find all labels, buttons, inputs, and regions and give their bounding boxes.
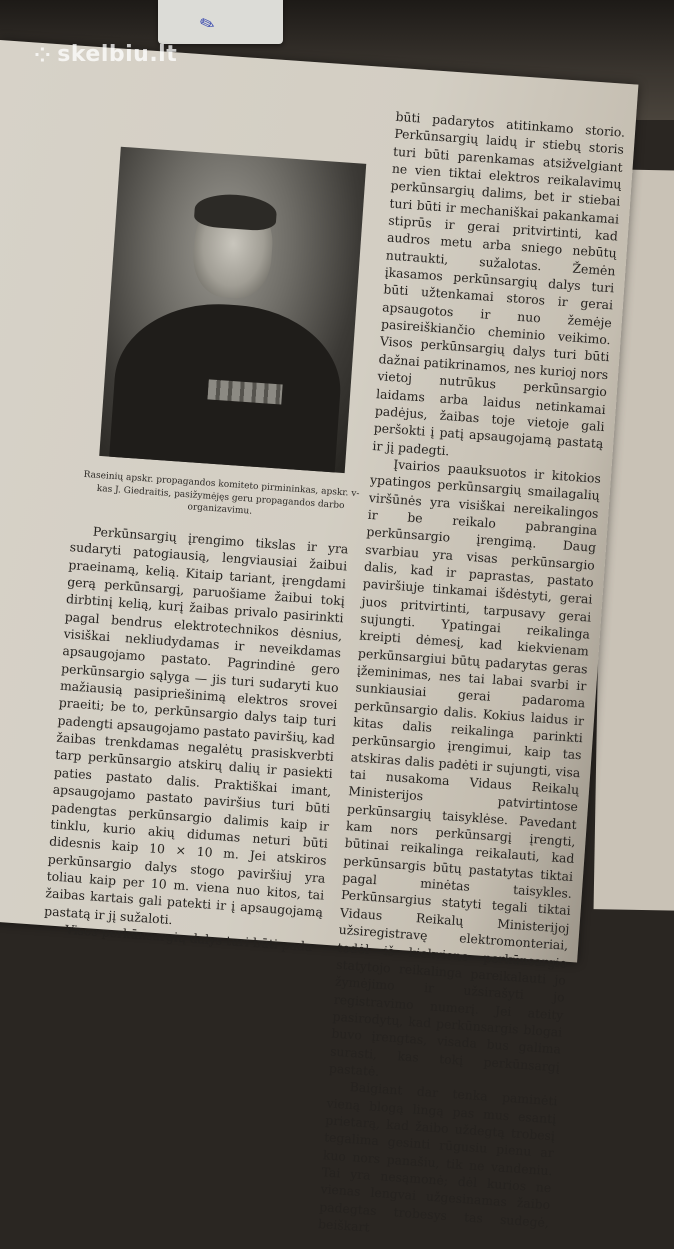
pen-mark-icon: ✎ [196,12,219,37]
hair-shape [194,192,278,232]
watermark-text: skelbiu.lt [57,42,178,67]
paragraph: Perkūnsargių įrengimo tikslas ir yra sudaryti patogiausią, lengviausiai žaibui praeinamą, kelią. Kitaip tariant, įrengdami gerą perkūnsargį, paruošiame žaibui tokį dirbtinį kelią, kurį žaibas privalo pasirinkti pagal bendrus elektrotechnikos dėsnius, visiškai nekliudydamas ir neveikdamas apsaugojamo pastato. Pagrindinė gero perkūnsargio sąlyga — jis turi sudaryti kuo mažiausią pasipriešinimą elektros srovei praeiti; be to, perkūnsargio dalys taip turi padengti apsaugojamo pastato paviršių, kad žaibas trenkdamas negalėtų prasiskverbti tarp perkūnsargio atskirų dalių ir pasiekti paties pastato dalis. Praktiškai imant, apsaugojamo pastato paviršius turi būti padengtas perkūnsargio dalimis kaip ir tinklu, kurio akių didumas neturi būti didesnis kaip 10 × 10 m. Jei atskiros perkūnsargio dalys stogo paviršiuj yra toliau kaip per 10 m. viena nuo kitos, tai žaibas kartais gali patekti ir į apsaugojamą pastatą ir jį sužaloti. [43,523,349,927]
paragraph: būti padarytos atitinkamo storio. Perkūnsargių laidų ir stiebų storis turi būti parenkamas atsižvelgiant ne vien tiktai elektros reikalavimų perkūnsargių dalims, bet ir stiebai turi būti ir mechaniškai pakankamai stiprūs ir gerai pritvirtinti, kad audros metu arba sniego nebūtų nutraukti, sužalotas. Žemėn įkasamos perkūnsargių dalys turi būti užtenkamai storos ir gerai apsaugotos ir nuo žemėje pasireiškiančio cheminio veikimo. Visos perkūnsargių dalys turi būti dažnai patikrinamos, nes kurioj nors vietoj nutrūkus perkūnsargio laidams arba laidus netinkamai padėjus, žaibas toje vietoje gali peršokti į patį apsaugojamą pastatą ir jį padegti. [372,108,626,458]
paragraph: Visos perkūnsargių dalys turi būti pada- [64,921,317,955]
right-text-column [318,108,626,1249]
book-page [0,40,638,1235]
paragraph: Baigiant dar tenka paminėti vieną blogą lingą pas mus esantį prietarą, kad žaibo uždegtą trobesį tegalima gesinti rūgusiu pienu ar kuo nors panašiu, tik ne vandeniu. Tai yra nesąmonė; dėl kurios ne vienas lengvai užgesinamas žaibo padegtas trobesys tas sudegė, beiškart [317,1079,558,1235]
dots-logo-icon: ⁘ [34,42,52,67]
left-text-column [43,521,349,956]
paragraph: Įvairios paauksuotos ir kitokios ypatingos perkūnsargių smailagalių viršūnės yra visiškai nereikalingos ir be reikalo pabrangina perkūnsargio įrengimą. Daug svarbiau yra visas perkūnsargio dalis, kad ir paprastas, pastato paviršiuje tinkamai išdėstyti, gerai juos pritvirtinti, tarpusavy gerai sujungti. Ypatingai reikalinga kreipti dėmesį, kad kiekvienam perkūnsargiui būtų padarytas geras įžeminimas, nes tai labai svarbi ir sunkiausiai gerai padaroma perkūnsargio dalis. Kokius laidus ir kitas dalis reikalinga parinkti perkūnsargio įrengimui, kaip tas atskiras dalis padėti ir sujungti, visa tai nusakoma Vidaus Reikalų Ministerijos patvirtintose perkūnsargių taisyklėse. Pavedant kam nors perkūnsargį įrengti, būtinai reikalinga reikalauti, kad perkūnsargis būtų pastatytas tiktai pagal minėtas taisykles. Perkūnsargius statyti tegali tiktai Vidaus Reikalų Ministerijoj užsiregistravę elektromonteriai, todėl iš kiekvieno perkūnsargio statytojo reikalinga pareikalauti jo žymėjimo ir užsirašyti jo registravimo numerį. Jei ateity pasirodytų, kad perkūnsargis blogai buvo įrengtas, visada bus galima surasti, kas tokį perkūnsargį pastatė. [328,456,602,1079]
photo-caption: Raseinių apskr. propagandos komiteto pirmininkas, apskr. v-kas J. Giedraitis, pasižymėjęs geru propagandos darbo organizavimu. [83,469,360,517]
site-watermark [34,42,177,67]
portrait-photo [99,147,366,473]
paper-tag [158,0,283,44]
